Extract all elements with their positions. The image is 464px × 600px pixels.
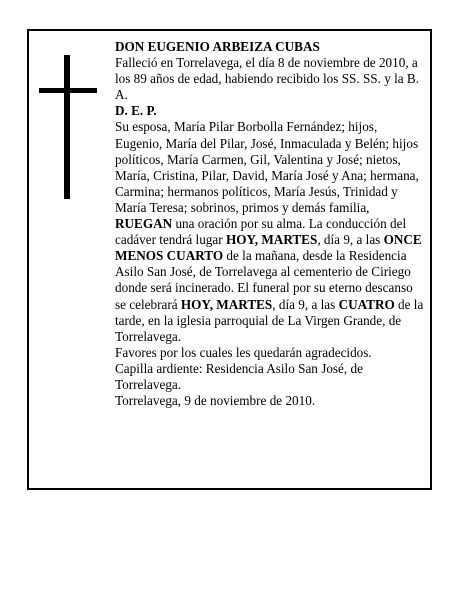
service-text-2: , día 9, a las xyxy=(317,232,384,248)
service-text-3: de la mañana, desde la Residencia Asilo San José, de Torrelavega al cementerio de Ciriego donde será incinerado. El funeral por su eterno descanso se celebrará xyxy=(115,248,413,312)
dep-abbreviation: D. E. P. xyxy=(115,103,157,119)
service-text-4: , día 9, a las xyxy=(272,296,339,312)
service-details xyxy=(115,216,425,345)
notice-text xyxy=(115,39,425,409)
ruegan-label: RUEGAN xyxy=(115,216,173,232)
thanks-line: Favores por los cuales les quedarán agradecidos. xyxy=(115,344,372,360)
dateline: Torrelavega, 9 de noviembre de 2010. xyxy=(115,393,316,409)
chapel-info: Capilla ardiente: Residencia Asilo San José, de Torrelavega. xyxy=(115,360,363,392)
deceased-name: DON EUGENIO ARBEIZA CUBAS xyxy=(115,39,320,54)
service-text-1: una oración por su alma. La conducción del cadáver tendrá lugar xyxy=(115,216,407,248)
cross-icon xyxy=(37,55,101,199)
cross-horizontal-bar xyxy=(39,88,97,93)
family-list: Su esposa, María Pilar Borbolla Fernández; hijos, Eugenio, María del Pilar, José, Inmaculada y Belén; hijos políticos, María Carmen, Gil, Valentina y José; nietos, María, Cristina, Pilar, David, María José y Ana; hermana, Carmina; hermanos políticos, María Jesús, Trinidad y María Teresa; sobrinos, primos y demás familia, xyxy=(115,119,419,215)
funeral-time: CUATRO xyxy=(338,296,395,312)
obituary-notice xyxy=(27,29,432,490)
conduction-day: HOY, MARTES xyxy=(225,232,318,248)
service-text-5: de la tarde, en la iglesia parroquial de La Virgen Grande, de Torrelavega. xyxy=(115,296,424,344)
conduction-time: ONCE MENOS CUARTO xyxy=(115,232,422,264)
cross-vertical-bar xyxy=(64,55,70,199)
funeral-day: HOY, MARTES xyxy=(180,296,273,312)
death-info: Falleció en Torrelavega, el día 8 de noviembre de 2010, a los 89 años de edad, habiendo recibido los SS. SS. y la B. A. xyxy=(115,55,420,103)
